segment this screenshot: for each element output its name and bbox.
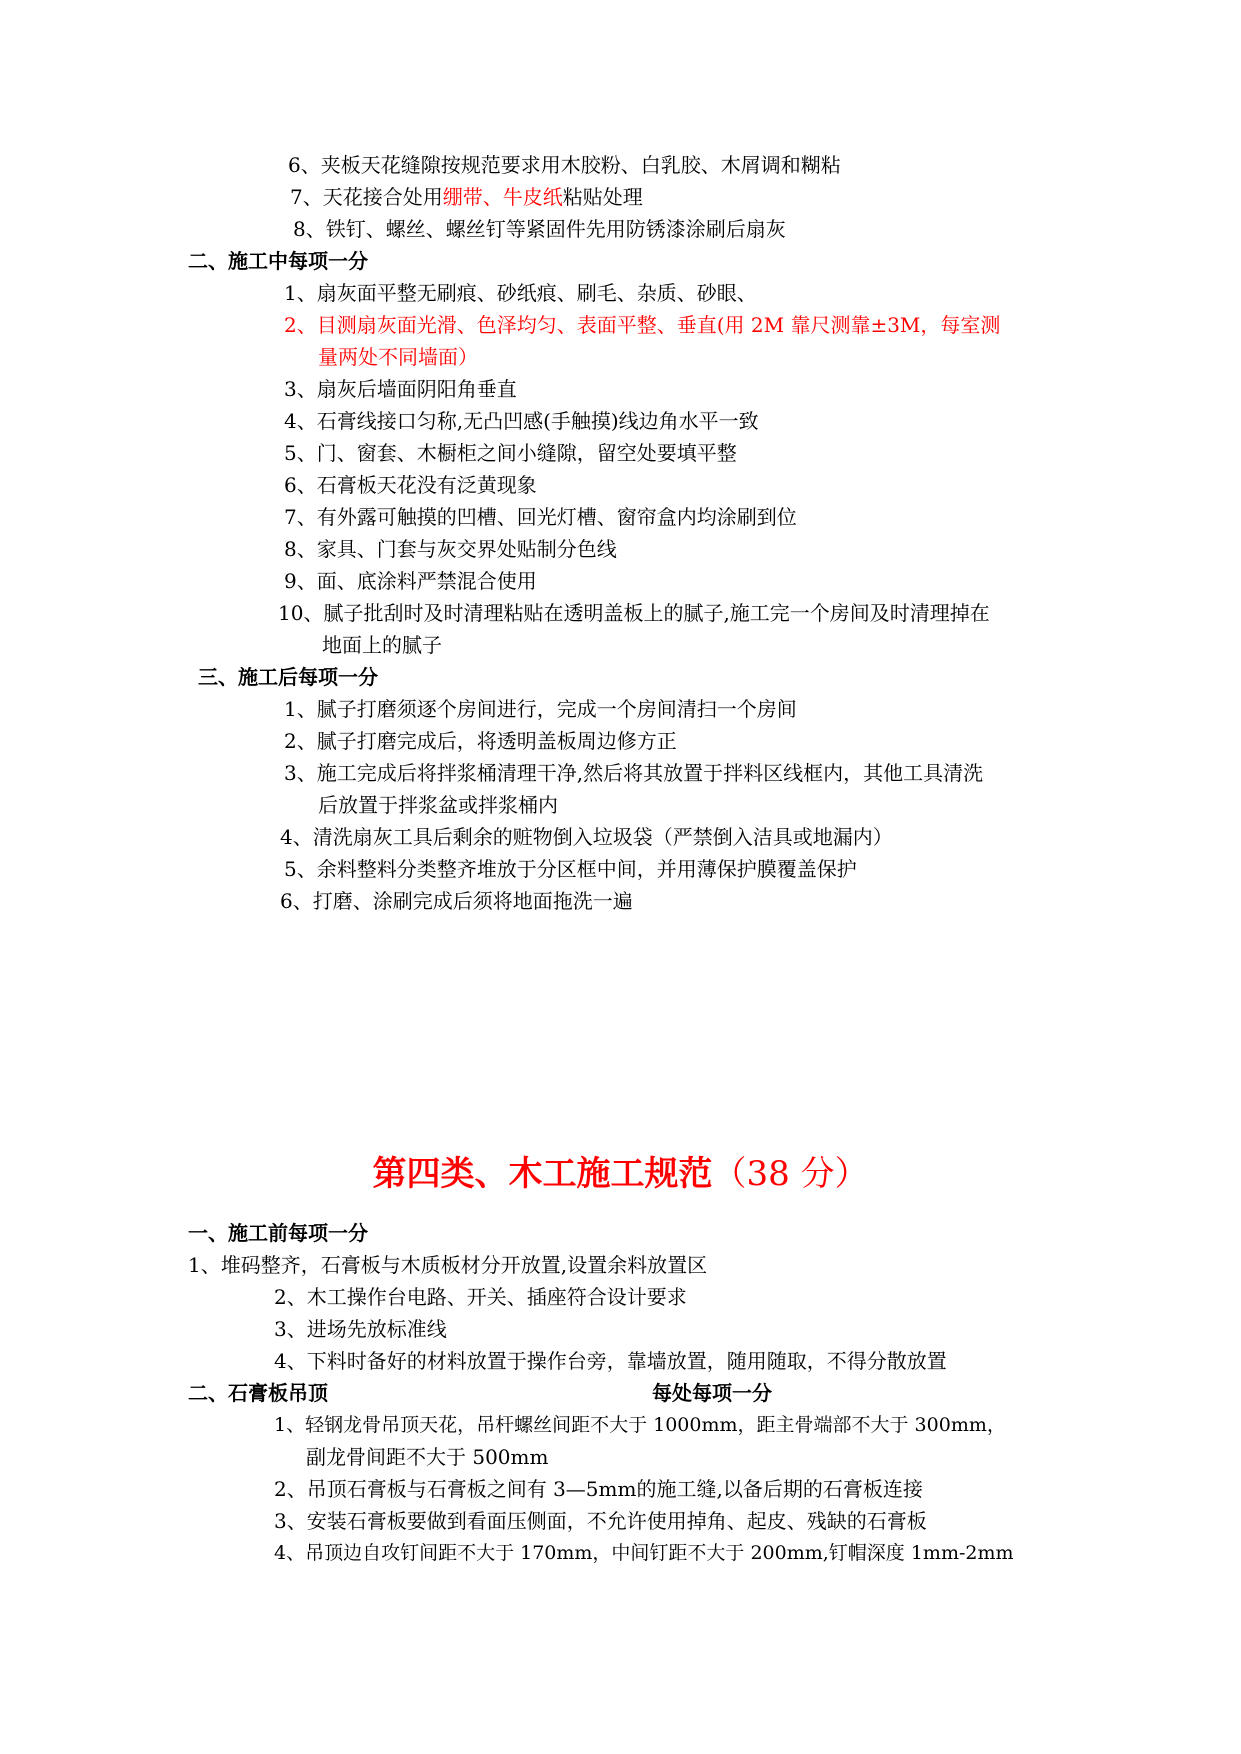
section-2-item-2-line1: 2、目测扇灰面光滑、色泽均匀、表面平整、垂直(用 2M 靠尺测靠±3M，每室测 [284, 313, 1001, 337]
section-2-item-3: 3、扇灰后墙面阴阳角垂直 [284, 377, 517, 401]
wood-section-1-item-2: 2、木工操作台电路、开关、插座符合设计要求 [274, 1285, 687, 1309]
section-2-heading: 二、施工中每项一分 [188, 249, 368, 273]
wood-section-2-right-heading: 每处每项一分 [652, 1381, 772, 1405]
section-3-item-5: 5、余料整料分类整齐堆放于分区框中间，并用薄保护膜覆盖保护 [284, 857, 857, 881]
top-item-6: 6、夹板天花缝隙按规范要求用木胶粉、白乳胶、木屑调和糊粘 [288, 153, 841, 177]
top-item-7-red: 绷带、牛皮纸 [442, 185, 563, 209]
title-score: （38 分） [712, 1154, 869, 1194]
section-2-item-4: 4、石膏线接口匀称,无凸凹感(手触摸)线边角水平一致 [284, 409, 759, 433]
section-3-heading: 三、施工后每项一分 [198, 665, 378, 689]
section-3-item-1: 1、腻子打磨须逐个房间进行，完成一个房间清扫一个房间 [284, 697, 797, 721]
wood-section-2-item-2: 2、吊顶石膏板与石膏板之间有 3—5mm的施工缝,以备后期的石膏板连接 [274, 1477, 923, 1501]
top-item-7-suffix: 粘贴处理 [562, 185, 643, 209]
section-2-item-6: 6、石膏板天花没有泛黄现象 [284, 473, 537, 497]
wood-section-1-item-4: 4、下料时备好的材料放置于操作台旁，靠墙放置，随用随取，不得分散放置 [274, 1349, 947, 1373]
wood-section-1-heading: 一、施工前每项一分 [188, 1221, 368, 1245]
section-2-item-1: 1、扇灰面平整无刷痕、砂纸痕、刷毛、杂质、砂眼、 [284, 281, 757, 305]
wood-section-1-item-1: 1、堆码整齐，石膏板与木质板材分开放置,设置余料放置区 [188, 1253, 708, 1277]
section-2-item-9: 9、面、底涂料严禁混合使用 [284, 569, 537, 593]
wood-section-2-heading: 二、石膏板吊顶 [188, 1381, 328, 1405]
wood-section-2-item-1-line1: 1、轻钢龙骨吊顶天花，吊杆螺丝间距不大于 1000mm，距主骨端部不大于 300mm， [274, 1414, 1006, 1436]
section-3-item-3-line1: 3、施工完成后将拌浆桶清理干净,然后将其放置于拌料区线框内，其他工具清洗 [284, 761, 984, 785]
section-3-item-2: 2、腻子打磨完成后，将透明盖板周边修方正 [284, 729, 677, 753]
wood-section-2-item-1-line2: 副龙骨间距不大于 500mm [306, 1445, 549, 1469]
title-main: 第四类、木工施工规范 [372, 1154, 713, 1194]
section-2-item-8: 8、家具、门套与灰交界处贴制分色线 [284, 537, 617, 561]
category-4-title [0, 1152, 1241, 1196]
section-2-item-10-line2: 地面上的腻子 [322, 633, 442, 657]
wood-section-2-item-4: 4、吊顶边自攻钉间距不大于 170mm，中间钉距不大于 200mm,钉帽深度 1mm-2mm [274, 1542, 1014, 1564]
top-item-7-prefix: 7、天花接合处用 [290, 185, 443, 209]
section-2-item-10-line1: 10、腻子批刮时及时清理粘贴在透明盖板上的腻子,施工完一个房间及时清理掉在 [278, 601, 990, 625]
section-3-item-3-line2: 后放置于拌浆盆或拌浆桶内 [318, 793, 558, 817]
section-2-item-2-line2: 量两处不同墙面） [318, 345, 478, 369]
section-3-item-4: 4、清洗扇灰工具后剩余的赃物倒入垃圾袋（严禁倒入洁具或地漏内） [280, 825, 893, 849]
top-item-7 [290, 184, 643, 210]
section-2-item-5: 5、门、窗套、木橱柜之间小缝隙，留空处要填平整 [284, 441, 737, 465]
wood-section-1-item-3: 3、进场先放标准线 [274, 1317, 447, 1341]
wood-section-2-item-3: 3、安装石膏板要做到看面压侧面，不允许使用掉角、起皮、残缺的石膏板 [274, 1509, 927, 1533]
section-3-item-6: 6、打磨、涂刷完成后须将地面拖洗一遍 [280, 889, 633, 913]
section-2-item-7: 7、有外露可触摸的凹槽、回光灯槽、窗帘盒内均涂刷到位 [284, 505, 797, 529]
top-item-8: 8、铁钉、螺丝、螺丝钉等紧固件先用防锈漆涂刷后扇灰 [293, 217, 786, 241]
